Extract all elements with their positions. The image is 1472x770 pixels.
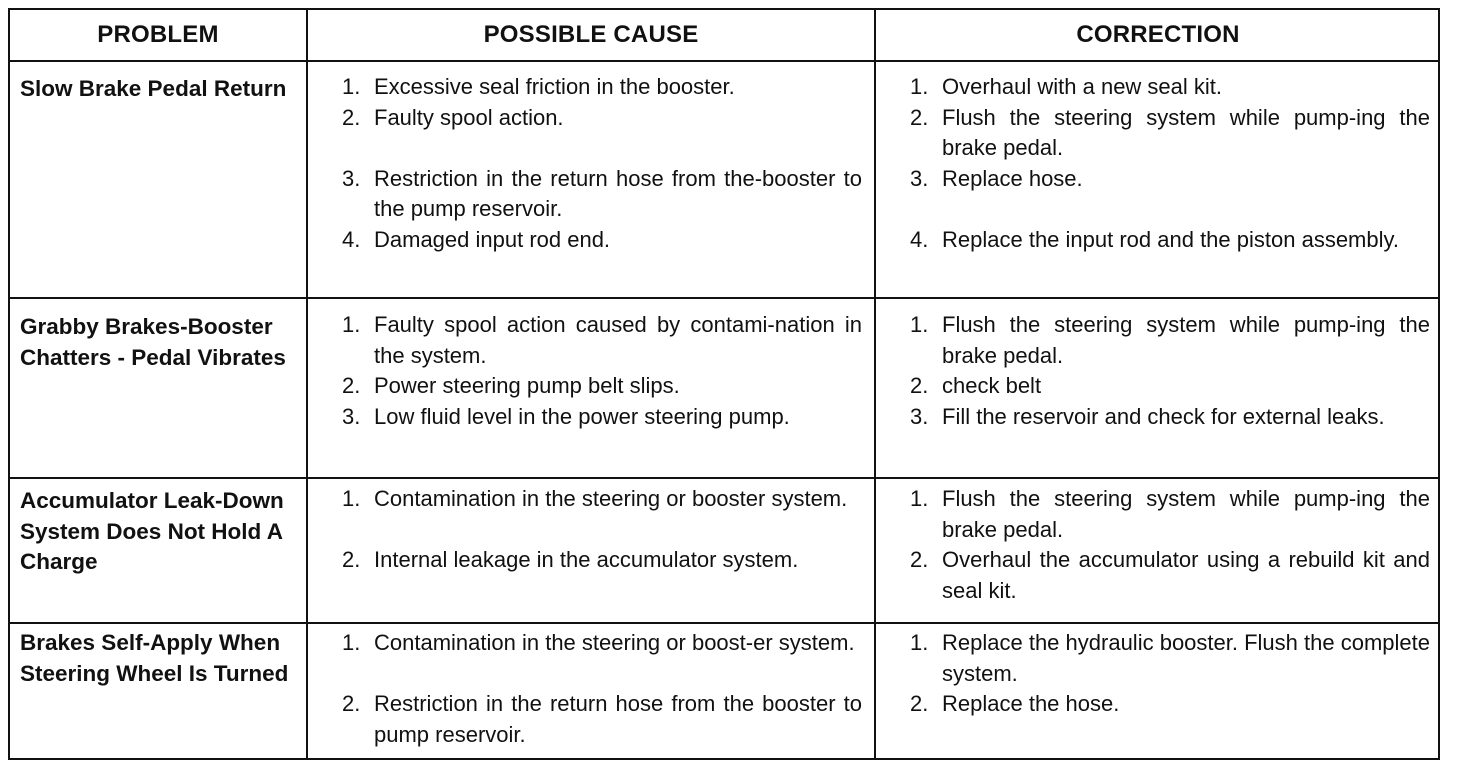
item-number: 2. [910, 547, 929, 572]
item-text: Restriction in the return hose from the booster to pump reservoir. [374, 691, 862, 747]
correction-item [910, 225, 1430, 256]
cause-item [342, 484, 862, 515]
item-number: 1. [910, 74, 929, 99]
row-divider [10, 477, 1438, 479]
item-text: Low fluid level in the power steering pump. [374, 403, 790, 429]
correction-item [910, 628, 1430, 689]
item-text: Overhaul with a new seal kit. [942, 74, 1223, 99]
item-text: Contamination in the steering or booster system. [374, 486, 848, 511]
row-divider [10, 60, 1438, 62]
row-divider [10, 297, 1438, 299]
item-number: 1. [910, 486, 929, 511]
header-possible-cause: POSSIBLE CAUSE [483, 21, 699, 48]
item-text: Flush the steering system while pump-ing the brake pedal. [942, 486, 1430, 542]
cause-item [342, 689, 862, 750]
item-text: Replace hose. [942, 165, 1083, 191]
item-number: 2. [910, 104, 929, 130]
cause-item [342, 371, 862, 402]
correction-item [910, 689, 1430, 720]
item-number: 2. [910, 691, 929, 716]
correction-item [910, 402, 1430, 433]
item-text: check belt [942, 373, 1042, 398]
column-divider [306, 10, 308, 758]
problem-cell: Grabby Brakes-Booster Chatters - Pedal Vibrates [20, 314, 286, 370]
cause-item [342, 545, 862, 576]
item-text: Replace the input rod and the piston assembly. [942, 226, 1399, 252]
item-number: 1. [910, 312, 929, 337]
correction-item [910, 103, 1430, 164]
item-number: 3. [342, 403, 361, 429]
cause-item [342, 225, 862, 256]
correction-item [910, 371, 1430, 402]
item-number: 1. [342, 312, 361, 337]
correction-item [910, 164, 1430, 195]
cause-item [342, 103, 862, 134]
item-text: Replace the hydraulic booster. Flush the complete system. [942, 630, 1430, 686]
item-text: Excessive seal friction in the booster. [374, 74, 735, 99]
problem-cell: Accumulator Leak-Down System Does Not Hold A Charge [20, 488, 284, 574]
item-text: Faulty spool action caused by contami-nation in the system. [374, 312, 862, 368]
item-text: Flush the steering system while pump-ing the brake pedal. [942, 104, 1430, 160]
item-text: Flush the steering system while pump-ing the brake pedal. [942, 312, 1430, 368]
item-text: Fill the reservoir and check for external leaks. [942, 403, 1385, 429]
problem-cell: Slow Brake Pedal Return [20, 76, 287, 101]
item-number: 3. [910, 403, 929, 429]
cause-item [342, 310, 862, 371]
problem-cell: Brakes Self-Apply When Steering Wheel Is Turned [20, 630, 289, 686]
cause-item [342, 72, 862, 103]
correction-item [910, 72, 1430, 103]
item-text: Power steering pump belt slips. [374, 373, 680, 398]
item-number: 4. [910, 226, 929, 252]
item-number: 1. [342, 630, 361, 655]
item-text: Faulty spool action. [374, 104, 564, 130]
row-divider [10, 622, 1438, 624]
item-text: Contamination in the steering or boost-er system. [374, 630, 855, 655]
item-number: 2. [342, 373, 361, 398]
item-text: Overhaul the accumulator using a rebuild kit and seal kit. [942, 547, 1430, 603]
item-number: 1. [342, 486, 361, 511]
header-correction: CORRECTION [1076, 21, 1240, 48]
item-number: 2. [342, 691, 361, 716]
item-number: 2. [342, 547, 361, 572]
header-problem: PROBLEM [97, 21, 219, 48]
item-text: Damaged input rod end. [374, 226, 611, 252]
cause-item [342, 628, 862, 659]
item-number: 4. [342, 226, 361, 252]
correction-item [910, 545, 1430, 606]
correction-item [910, 484, 1430, 545]
correction-item [910, 310, 1430, 371]
item-number: 1. [342, 74, 361, 99]
item-text: Internal leakage in the accumulator system. [374, 547, 799, 572]
column-divider [874, 10, 876, 758]
item-number: 1. [910, 630, 929, 655]
item-number: 3. [342, 165, 361, 191]
item-number: 2. [342, 104, 361, 130]
cause-item [342, 402, 862, 433]
item-number: 3. [910, 165, 929, 191]
item-number: 2. [910, 373, 929, 398]
item-text: Restriction in the return hose from the-booster to the pump reservoir. [374, 165, 862, 221]
item-text: Replace the hose. [942, 691, 1120, 716]
cause-item [342, 164, 862, 225]
troubleshooting-table [8, 8, 1440, 760]
